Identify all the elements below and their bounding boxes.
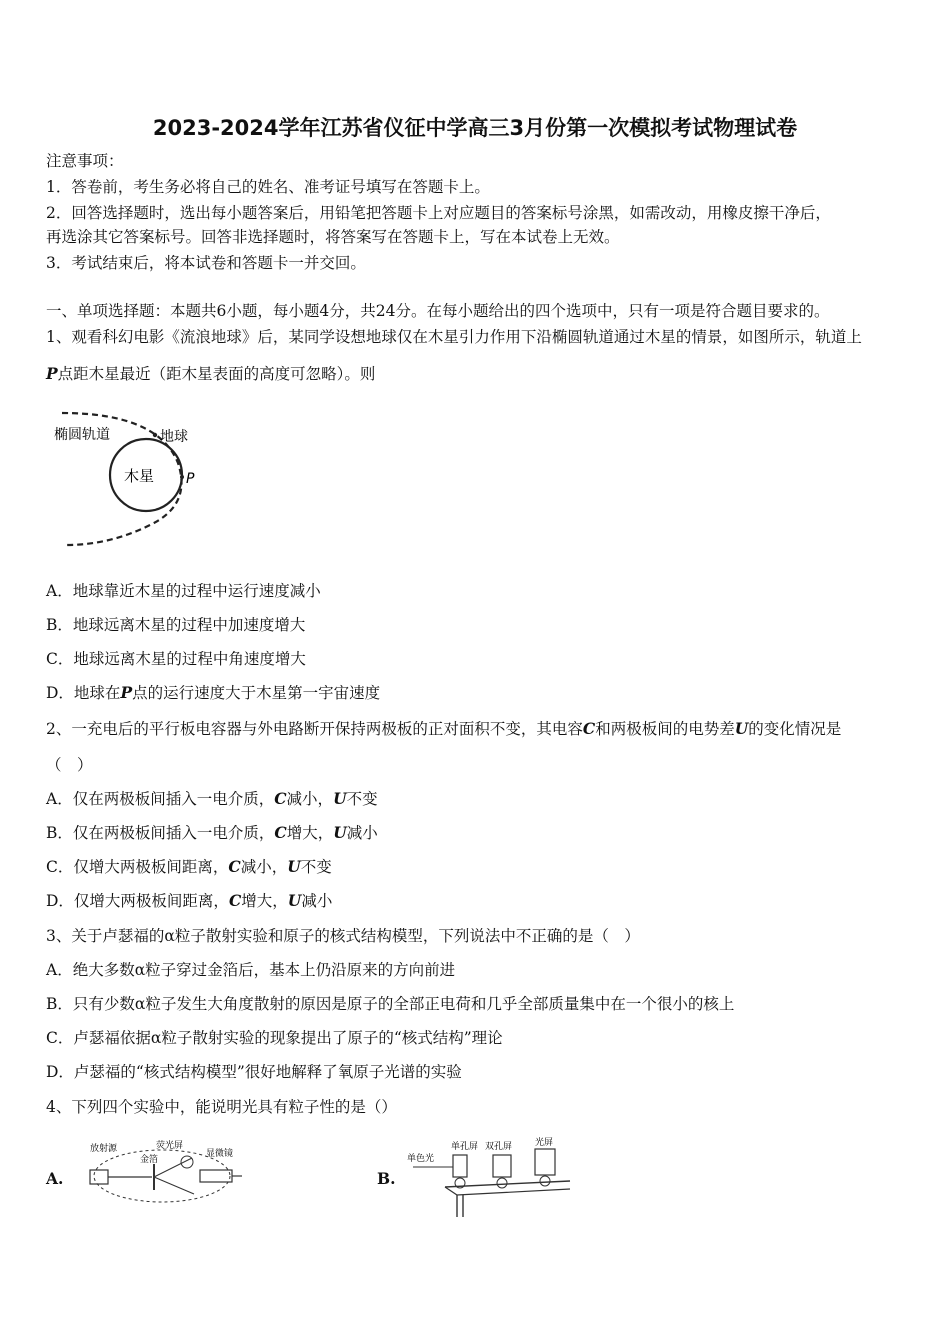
notice-item: 3．考试结束后，将本试卷和答题卡一并交回。 [46, 254, 366, 272]
jupiter-orbit-figure [40, 405, 220, 550]
q1-stem-cont [46, 363, 375, 385]
var-u: U [333, 823, 347, 842]
q2-option-text: 减小， [286, 790, 334, 808]
fig-label: 放射源 [90, 1144, 118, 1154]
q2-stem-text: 的变化情况是 [748, 720, 842, 738]
q3-option: A．绝大多数α粒子穿过金箔后，基本上仍沿原来的方向前进 [46, 961, 456, 979]
q4-option-b-label: B. [377, 1169, 396, 1188]
q2-option-text: 减小， [240, 858, 288, 876]
q2-option [46, 856, 332, 878]
var-u: U [734, 719, 749, 738]
section-heading: 一、单项选择题：本题共6小题，每小题4分，共24分。在每小题给出的四个选项中，只有一项是符合题目要求的。 [46, 302, 830, 320]
point-p-dot [180, 475, 184, 479]
q2-option-text: B．仅在两极板间插入一电介质， [46, 824, 275, 842]
notice-item: 2．回答选择题时，选出每小题答案后，用铅笔把答题卡上对应题目的答案标号涂黑，如需改动，用橡皮擦干净后， [46, 204, 831, 222]
q2-option [46, 822, 378, 844]
scatter-line [154, 1177, 194, 1194]
observation-screen [535, 1149, 555, 1175]
page-title: 2023-2024学年江苏省仪征中学高三3月份第一次模拟考试物理试卷 [152, 116, 798, 140]
q1-stem-text: 点距木星最近（距木星表面的高度可忽略）。则 [57, 365, 376, 383]
var-p: P [46, 364, 58, 383]
q2-option-text: 减小 [301, 892, 333, 910]
alpha-scattering-figure [82, 1138, 252, 1208]
q2-stem-text: 和两极板间的电势差 [595, 720, 735, 738]
stand-knob [540, 1176, 550, 1186]
q2-paren: （ ） [46, 756, 93, 774]
double-slit-figure [405, 1135, 575, 1220]
var-c: C [228, 891, 242, 910]
q2-option-text: 增大， [241, 892, 288, 910]
q3-option: D．卢瑟福的“核式结构模型”很好地解释了氧原子光谱的实验 [46, 1063, 462, 1081]
source-box [90, 1170, 108, 1184]
earth-dot [153, 433, 157, 437]
notice-heading: 注意事项： [46, 152, 124, 170]
var-c: C [582, 719, 596, 738]
q3-option: B．只有少数α粒子发生大角度散射的原因是原子的全部正电荷和几乎全部质量集中在一个很小的核上 [46, 995, 735, 1013]
q2-option-text: 不变 [300, 858, 332, 876]
q2-option-text: 不变 [346, 790, 378, 808]
var-u: U [333, 789, 347, 808]
fig-label: 光屏 [535, 1138, 554, 1148]
q2-option [46, 890, 332, 912]
q1-option-text: D．地球在 [46, 684, 121, 702]
q1-option [46, 682, 380, 704]
point-p-label: P [186, 471, 195, 487]
q3-option: C．卢瑟福依据α粒子散射实验的现象提出了原子的“核式结构”理论 [46, 1029, 503, 1047]
stand-knob [497, 1178, 507, 1188]
table-edge [445, 1187, 570, 1195]
microscope-tube [200, 1170, 232, 1182]
q2-option-text: C．仅增大两极板间距离， [46, 858, 229, 876]
q1-option: C．地球远离木星的过程中角速度增大 [46, 650, 306, 668]
q1-stem: 1、观看科幻电影《流浪地球》后，某同学设想地球仅在木星引力作用下沿椭圆轨道通过木星的情景，如图所示，轨道上 [46, 328, 862, 346]
var-u: U [287, 857, 301, 876]
fig-label: 双孔屏 [485, 1142, 513, 1152]
var-u: U [287, 891, 302, 910]
q4-option-a-label: A. [46, 1169, 64, 1188]
q2-stem-text: 2、一充电后的平行板电容器与外电路断开保持两极板的正对面积不变，其电容 [46, 720, 583, 738]
q2-stem [46, 718, 841, 740]
fig-label: 金箔 [140, 1155, 159, 1165]
q2-option-text: 减小 [346, 824, 378, 842]
fig-label: 显微镜 [206, 1149, 234, 1159]
q4-stem: 4、下列四个实验中，能说明光具有粒子性的是（） [46, 1098, 397, 1116]
q2-option [46, 788, 378, 810]
q2-option-text: D．仅增大两极板间距离， [46, 892, 229, 910]
fig-label: 单孔屏 [451, 1142, 479, 1152]
var-c: C [274, 823, 287, 842]
q1-option-text: 点的运行速度大于木星第一宇宙速度 [132, 684, 381, 702]
orbit-label: 椭圆轨道 [54, 427, 110, 443]
q2-option-text: A．仅在两极板间插入一电介质， [46, 790, 275, 808]
table-top [445, 1181, 570, 1187]
fig-label: 荧光屏 [156, 1141, 184, 1151]
q3-stem: 3、关于卢瑟福的α粒子散射实验和原子的核式结构模型，下列说法中不正确的是（ ） [46, 927, 640, 945]
q2-option-text: 增大， [286, 824, 334, 842]
earth-label: 地球 [160, 429, 188, 445]
jupiter-label: 木星 [124, 467, 155, 485]
notice-item: 1．答卷前，考生务必将自己的姓名、准考证号填写在答题卡上。 [46, 178, 490, 196]
var-c: C [274, 789, 287, 808]
double-slit-screen [493, 1155, 511, 1177]
q1-option: A．地球靠近木星的过程中运行速度减小 [46, 582, 321, 600]
q1-option: B．地球远离木星的过程中加速度增大 [46, 616, 306, 634]
notice-item: 再选涂其它答案标号。回答非选择题时，将答案写在答题卡上，写在本试卷上无效。 [46, 228, 620, 246]
single-slit-screen [453, 1155, 467, 1177]
screen-circle [181, 1156, 193, 1168]
fig-label: 单色光 [407, 1154, 435, 1164]
var-p: P [120, 683, 133, 702]
var-c: C [228, 857, 241, 876]
